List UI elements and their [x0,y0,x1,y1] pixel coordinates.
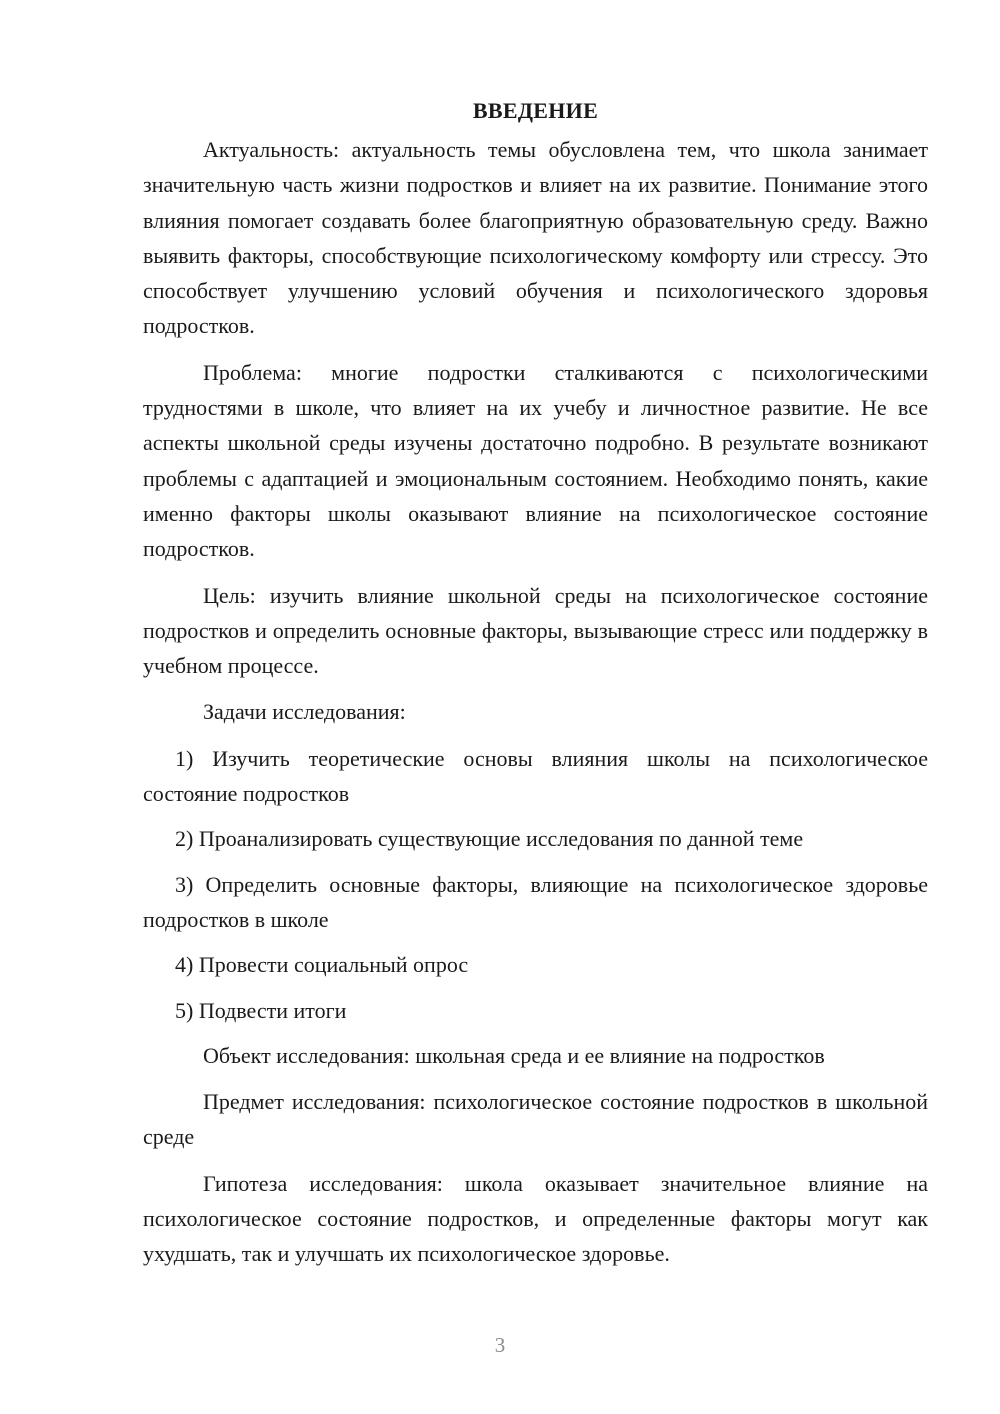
document-page [143,96,928,1283]
subject-paragraph: Предмет исследования: психологическое состояние подростков в школьной среде [143,1089,928,1150]
goal-paragraph: Цель: изучить влияние школьной среды на психологическое состояние подростков и определить основные факторы, вызывающие стресс или поддержку в учебном процессе. [143,582,928,679]
problem-paragraph: Проблема: многие подростки сталкиваются с психологическими трудностями в школе, что влияет на их учебу и личностное развитие. Не все аспекты школьной среды изучены достаточно подробно. В результате возникают проблемы с адаптацией и эмоциональным состоянием. Необходимо понять, какие именно факторы школы оказывают влияние на психологическое состояние подростков. [143,359,928,562]
task-item-4: 4) Провести социальный опрос [175,952,469,978]
task-item-2: 2) Проанализировать существующие исследования по данной теме [175,826,804,852]
task-item-3: 3) Определить основные факторы, влияющие на психологическое здоровье подростков в школе [143,871,928,932]
document-title: ВВЕДЕНИЕ [472,98,599,123]
page-number: 3 [494,1333,506,1357]
task-item-5: 5) Подвести итоги [175,997,347,1023]
hypothesis-paragraph: Гипотеза исследования: школа оказывает значительное влияние на психологическое состояние подростков, и определенные факторы могут как ухудшать, так и улучшать их психологическое здоровье. [143,1170,928,1267]
relevance-paragraph: Актуальность: актуальность темы обусловлена тем, что школа занимает значительную часть жизни подростков и влияет на их развитие. Понимание этого влияния помогает создавать более благоприятную образовательную среду. Важно выявить факторы, способствующие психологическому комфорту или стрессу. Это способствует улучшению условий обучения и психологического здоровья подростков. [143,137,928,339]
object-paragraph: Объект исследования: школьная среда и ее влияние на подростков [203,1042,825,1068]
tasks-heading: Задачи исследования: [203,699,406,725]
task-item-1: 1) Изучить теоретические основы влияния школы на психологическое состояние подростков [143,745,928,807]
